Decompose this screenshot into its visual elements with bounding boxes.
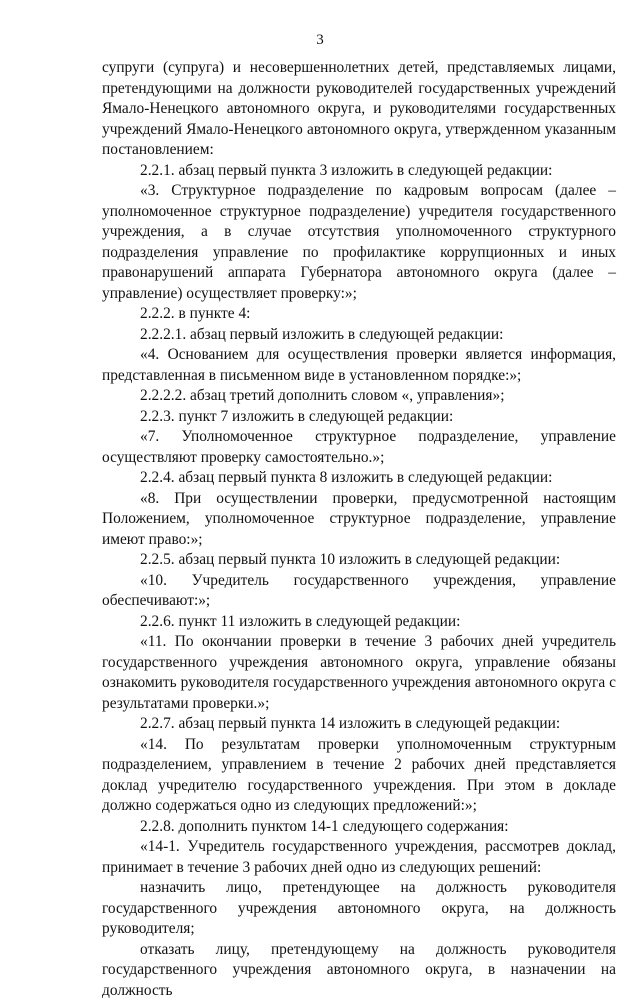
paragraph: 2.2.8. дополнить пунктом 14-1 следующего содержания: — [102, 817, 616, 838]
paragraph: 2.2.2.2. абзац третий дополнить словом «, управления»; — [102, 386, 616, 407]
paragraph: 2.2.2.1. абзац первый изложить в следующей редакции: — [102, 325, 616, 346]
paragraph: «11. По окончании проверки в течение 3 рабочих дней учредитель государственного учреждения автономного округа, управление обязаны ознакомить руководителя государственного учреждения автономного округа с результатами проверки.»; — [102, 632, 616, 714]
paragraph: 2.2.7. абзац первый пункта 14 изложить в следующей редакции: — [102, 714, 616, 735]
paragraph: «14-1. Учредитель государственного учреждения, рассмотрев доклад, принимает в течение 3 рабочих дней одно из следующих решений: — [102, 837, 616, 878]
paragraph: отказать лицу, претендующему на должность руководителя государственного учреждения автономного округа, в назначении на должность — [102, 940, 616, 1001]
paragraph: 2.2.1. абзац первый пункта 3 изложить в следующей редакции: — [102, 161, 616, 182]
paragraph: «3. Структурное подразделение по кадровым вопросам (далее – уполномоченное структурное подразделение) учредителя государственного учреждения, а в случае отсутствия уполномоченного структурного подразделения управление по профилактике коррупционных и иных правонарушений аппарата Губернатора автономного округа (далее – управление) осуществляет проверку:»; — [102, 181, 616, 304]
document-body — [102, 58, 616, 1001]
paragraph: назначить лицо, претендующее на должность руководителя государственного учреждения автономного округа, на должность руководителя; — [102, 878, 616, 940]
paragraph: «14. По результатам проверки уполномоченным структурным подразделением, управлением в течение 2 рабочих дней представляется доклад учредителю государственного учреждения. При этом в докладе должно содержаться одно из следующих предложений:»; — [102, 735, 616, 817]
paragraph: 2.2.2. в пункте 4: — [102, 304, 616, 325]
paragraph: 2.2.6. пункт 11 изложить в следующей редакции: — [102, 612, 616, 633]
paragraph: супруги (супруга) и несовершеннолетних детей, представляемых лицами, претендующими на должности руководителей государственных учреждений Ямало-Ненецкого автономного округа, и руководителями государственных учреждений Ямало-Ненецкого автономного округа, утвержденном указанным постановлением: — [102, 58, 616, 161]
paragraph: 2.2.3. пункт 7 изложить в следующей редакции: — [102, 407, 616, 428]
paragraph: «7. Уполномоченное структурное подразделение, управление осуществляют проверку самостоятельно.»; — [102, 427, 616, 468]
paragraph: «4. Основанием для осуществления проверки является информация, представленная в письменном виде в установленном порядке:»; — [102, 345, 616, 386]
paragraph: «10. Учредитель государственного учреждения, управление обеспечивают:»; — [102, 571, 616, 612]
paragraph: 2.2.4. абзац первый пункта 8 изложить в следующей редакции: — [102, 468, 616, 489]
paragraph: «8. При осуществлении проверки, предусмотренной настоящим Положением, уполномоченное структурное подразделение, управление имеют право:»; — [102, 489, 616, 551]
paragraph: 2.2.5. абзац первый пункта 10 изложить в следующей редакции: — [102, 550, 616, 571]
page-number: 3 — [0, 32, 640, 49]
